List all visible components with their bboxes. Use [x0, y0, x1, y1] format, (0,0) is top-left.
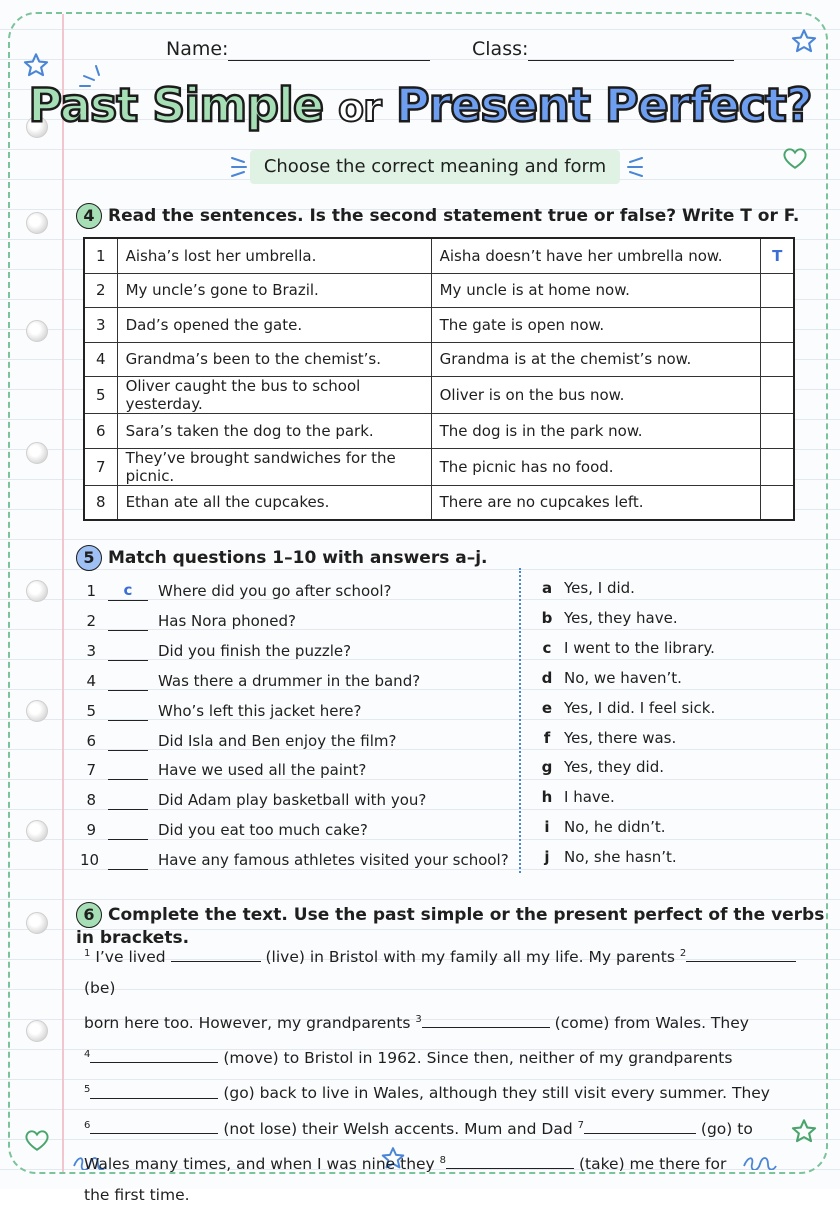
answer-letter: g	[541, 758, 553, 777]
statement-cell: There are no cupcakes left.	[431, 485, 761, 520]
answer-letter: e	[541, 698, 553, 717]
answer-cell[interactable]	[761, 414, 794, 449]
title-present-perfect: Present Perfect?	[395, 78, 812, 132]
text-segment: born here too. However, my grandparents	[84, 1014, 411, 1033]
answer-blank[interactable]	[108, 849, 148, 870]
answer-letter: f	[543, 728, 551, 747]
sentence-cell: Ethan ate all the cupcakes.	[117, 485, 431, 520]
question-number: 7	[86, 761, 96, 780]
table-row	[84, 238, 794, 273]
table-row	[84, 377, 794, 414]
gap-7-field[interactable]	[584, 1115, 696, 1134]
true-false-table	[83, 237, 795, 521]
gap-number: 8	[439, 1154, 447, 1166]
table-row	[84, 414, 794, 449]
row-number: 2	[84, 273, 117, 308]
binder-hole	[26, 320, 48, 342]
table-row	[84, 273, 794, 308]
question-number: 10	[80, 851, 100, 870]
list-item	[540, 812, 800, 842]
answer-letter: b	[541, 608, 553, 627]
text-segment: (live) in Bristol with my family all my life. My parents	[265, 948, 675, 967]
answer-cell[interactable]	[761, 377, 794, 414]
row-number: 8	[84, 485, 117, 520]
answer-text: Yes, I did.	[564, 579, 635, 597]
answer-cell[interactable]	[761, 308, 794, 343]
exercise-4-heading	[76, 203, 799, 229]
sentence-cell: Dad’s opened the gate.	[117, 308, 431, 343]
question-number: 8	[86, 791, 96, 810]
statement-cell: The gate is open now.	[431, 308, 761, 343]
list-item	[540, 633, 800, 663]
sparkle-lines-icon	[228, 152, 250, 182]
list-item	[80, 815, 510, 845]
row-number: 7	[84, 448, 117, 485]
exercise-4-instruction: Read the sentences. Is the second statement true or false? Write T or F.	[108, 206, 800, 226]
binder-hole	[26, 442, 48, 464]
answer-letter: c	[542, 638, 552, 657]
answer-cell[interactable]	[761, 273, 794, 308]
page-title	[0, 78, 840, 132]
binder-hole	[26, 580, 48, 602]
star-icon	[22, 52, 50, 80]
answer-text: Yes, they have.	[564, 608, 678, 627]
statement-cell: Aisha doesn’t have her umbrella now.	[431, 238, 761, 273]
list-item	[80, 636, 510, 666]
text-segment: (go) to	[700, 1119, 753, 1138]
answer-blank[interactable]	[108, 670, 148, 691]
list-item	[540, 752, 800, 782]
gap-number: 7	[577, 1119, 584, 1131]
question-text: Have we used all the paint?	[158, 761, 367, 780]
dotted-divider	[519, 568, 521, 873]
binder-hole	[26, 1020, 48, 1042]
name-field[interactable]	[228, 60, 430, 61]
answer-letter: j	[544, 848, 550, 867]
question-number: 9	[86, 821, 96, 840]
question-number: 1	[86, 582, 96, 600]
question-text: Who’s left this jacket here?	[158, 701, 362, 720]
list-item	[80, 576, 510, 606]
exercise-5-heading	[76, 545, 488, 571]
text-segment: I’ve lived	[95, 948, 166, 967]
list-item	[540, 663, 800, 693]
list-item	[80, 785, 510, 815]
question-text: Did Isla and Ben enjoy the film?	[158, 731, 397, 750]
list-item	[540, 842, 800, 872]
list-item	[540, 723, 800, 753]
exercise-number-badge: 5	[76, 545, 102, 571]
question-text: Did Adam play basketball with you?	[158, 791, 427, 810]
answer-cell[interactable]: T	[761, 238, 794, 273]
list-item	[80, 726, 510, 756]
sentence-cell: My uncle’s gone to Brazil.	[117, 273, 431, 308]
answer-letter: h	[541, 788, 553, 807]
subtitle-banner: Choose the correct meaning and form	[250, 150, 620, 184]
sentence-cell: Sara’s taken the dog to the park.	[117, 414, 431, 449]
gap-1-field[interactable]	[171, 943, 261, 962]
heart-icon	[782, 146, 808, 170]
statement-cell: The dog is in the park now.	[431, 414, 761, 449]
answer-letter: i	[544, 818, 550, 837]
question-number: 5	[86, 701, 96, 720]
sentence-cell: Aisha’s lost her umbrella.	[117, 238, 431, 273]
answer-blank[interactable]	[108, 610, 148, 631]
text-segment: Wales many times, and when I was nine they	[84, 1154, 435, 1173]
statement-cell: Oliver is on the bus now.	[431, 377, 761, 414]
question-text: Did you finish the puzzle?	[158, 641, 352, 660]
answer-blank[interactable]	[108, 789, 148, 810]
list-item	[80, 755, 510, 785]
binder-hole	[26, 700, 48, 722]
text-segment: (come) from Wales. They	[554, 1014, 749, 1033]
answer-text: Yes, I did. I feel sick.	[564, 698, 716, 717]
answer-text: No, we haven’t.	[564, 668, 682, 687]
table-row	[84, 448, 794, 485]
binder-hole	[26, 212, 48, 234]
question-text: Did you eat too much cake?	[158, 821, 368, 840]
answer-blank[interactable]: c	[108, 580, 148, 601]
gap-4-field[interactable]	[90, 1044, 218, 1063]
statement-cell: Grandma is at the chemist’s now.	[431, 342, 761, 377]
table-row	[84, 308, 794, 343]
question-text: Have any famous athletes visited your school?	[158, 851, 509, 870]
gap-number: 6	[84, 1119, 91, 1131]
text-segment: the first time.	[84, 1185, 190, 1204]
answer-cell[interactable]	[761, 485, 794, 520]
table-row	[84, 485, 794, 520]
list-item	[540, 782, 800, 812]
gap-8-field[interactable]	[446, 1150, 574, 1169]
text-segment: (not lose) their Welsh accents. Mum and Dad	[223, 1119, 573, 1138]
answer-text: No, she hasn’t.	[564, 848, 677, 867]
title-past-simple: Past Simple	[28, 78, 324, 132]
answer-blank[interactable]	[108, 700, 148, 721]
answer-text: Yes, there was.	[564, 728, 677, 747]
answer-text: Yes, they did.	[564, 758, 664, 777]
binder-hole	[26, 820, 48, 842]
name-label: Name:	[166, 38, 229, 60]
row-number: 3	[84, 308, 117, 343]
answer-text: I went to the library.	[564, 638, 715, 657]
sparkle-lines-icon	[624, 152, 646, 182]
sentence-cell: Oliver caught the bus to school yesterday.	[117, 377, 431, 414]
binder-hole	[26, 912, 48, 934]
star-icon	[790, 28, 818, 56]
row-number: 6	[84, 414, 117, 449]
statement-cell: My uncle is at home now.	[431, 273, 761, 308]
answer-blank[interactable]	[108, 819, 148, 840]
list-item	[540, 603, 800, 633]
list-item	[80, 696, 510, 726]
question-text: Has Nora phoned?	[158, 611, 297, 630]
answer-blank[interactable]	[108, 730, 148, 751]
gap-2-field[interactable]	[686, 943, 796, 962]
answer-letter: a	[541, 579, 553, 597]
answer-blank[interactable]	[108, 759, 148, 780]
question-number: 6	[86, 731, 96, 750]
list-item	[80, 666, 510, 696]
gap-5-field[interactable]	[90, 1080, 218, 1099]
question-number: 3	[86, 641, 96, 660]
exercise-number-badge: 4	[76, 203, 102, 229]
gap-number: 1	[84, 948, 91, 959]
answer-text: No, he didn’t.	[564, 818, 666, 837]
gap-number: 4	[84, 1049, 91, 1061]
table-row	[84, 342, 794, 377]
answer-cell[interactable]	[761, 342, 794, 377]
sentence-cell: They’ve brought sandwiches for the picnic.	[117, 448, 431, 485]
gap-6-field[interactable]	[90, 1115, 218, 1134]
answer-blank[interactable]	[108, 640, 148, 661]
question-text: Was there a drummer in the band?	[158, 671, 421, 690]
gap-number: 5	[84, 1084, 91, 1096]
list-item	[540, 573, 800, 603]
class-label: Class:	[472, 38, 529, 60]
list-item	[80, 845, 510, 875]
exercise-number-badge: 6	[76, 902, 102, 928]
sentence-cell: Grandma’s been to the chemist’s.	[117, 342, 431, 377]
title-or: or	[338, 86, 381, 130]
heart-icon	[24, 1128, 50, 1152]
class-field[interactable]	[528, 60, 734, 61]
completion-text	[84, 938, 800, 1211]
row-number: 1	[84, 238, 117, 273]
answer-letter: d	[541, 668, 553, 687]
text-segment: (go) back to live in Wales, although they still visit every summer. They	[223, 1084, 770, 1103]
question-text: Where did you go after school?	[158, 582, 392, 600]
exercise-5-instruction: Match questions 1–10 with answers a–j.	[108, 548, 488, 568]
answer-cell[interactable]	[761, 448, 794, 485]
exercise-6-instruction: Complete the text. Use the past simple or the present perfect of the verbs in brackets.	[76, 905, 825, 948]
row-number: 4	[84, 342, 117, 377]
list-item	[80, 606, 510, 636]
list-item	[540, 693, 800, 723]
row-number: 5	[84, 377, 117, 414]
gap-number: 3	[415, 1014, 422, 1026]
text-segment: (be)	[84, 979, 116, 998]
text-segment: (take) me there for	[578, 1154, 727, 1173]
question-number: 4	[86, 671, 96, 690]
text-segment: (move) to Bristol in 1962. Since then, neither of my grandparents	[223, 1049, 733, 1068]
question-number: 2	[86, 611, 96, 630]
gap-3-field[interactable]	[422, 1009, 550, 1028]
answer-text: I have.	[564, 788, 615, 807]
statement-cell: The picnic has no food.	[431, 448, 761, 485]
gap-number: 2	[679, 948, 687, 959]
